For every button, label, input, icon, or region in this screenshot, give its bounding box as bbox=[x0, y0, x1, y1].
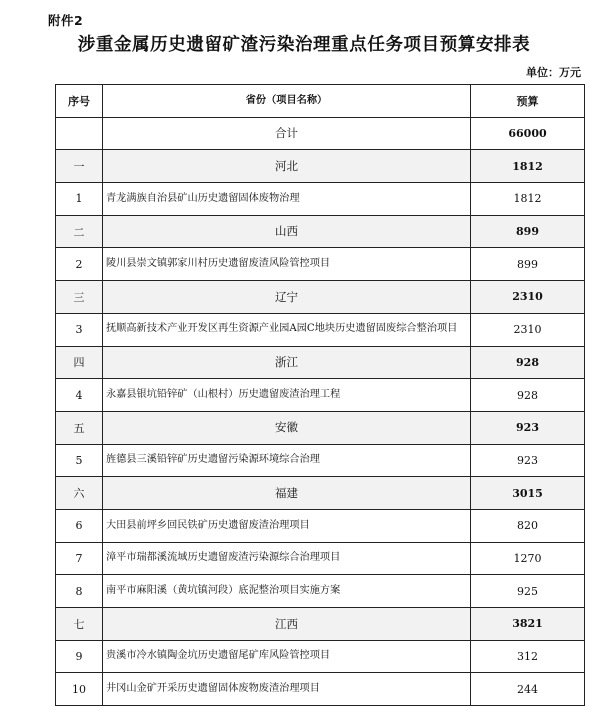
province-row bbox=[56, 411, 585, 444]
project-name-cell: 抚顺高新技术产业开发区再生资源产业园A园C地块历史遗留固废综合整治项目 bbox=[103, 313, 471, 346]
budget-table bbox=[55, 84, 585, 706]
province-name-cell: 河北 bbox=[103, 150, 471, 183]
row-budget-cell: 899 bbox=[471, 215, 585, 248]
project-row bbox=[56, 575, 585, 608]
province-row bbox=[56, 281, 585, 314]
row-seq-cell: 七 bbox=[56, 608, 103, 641]
row-budget-cell: 1812 bbox=[471, 183, 585, 216]
province-name-cell: 辽宁 bbox=[103, 281, 471, 314]
province-name-cell: 安徽 bbox=[103, 411, 471, 444]
row-budget-cell: 3015 bbox=[471, 477, 585, 510]
project-row bbox=[56, 640, 585, 673]
row-seq-cell: 9 bbox=[56, 640, 103, 673]
attachment-label: 附件2 bbox=[48, 13, 84, 28]
total-row bbox=[56, 117, 585, 150]
project-name-cell: 旌德县三溪铅锌矿历史遗留污染源环境综合治理 bbox=[103, 444, 471, 477]
province-name-cell: 福建 bbox=[103, 477, 471, 510]
row-seq-cell: 五 bbox=[56, 411, 103, 444]
row-seq-cell: 三 bbox=[56, 281, 103, 314]
row-budget-cell: 923 bbox=[471, 444, 585, 477]
province-name-cell: 浙江 bbox=[103, 346, 471, 379]
row-seq-cell: 5 bbox=[56, 444, 103, 477]
column-header-seq: 序号 bbox=[56, 85, 103, 118]
row-seq-cell: 4 bbox=[56, 379, 103, 412]
project-row bbox=[56, 313, 585, 346]
project-name-cell: 井冈山金矿开采历史遗留固体废物废渣治理项目 bbox=[103, 673, 471, 706]
row-budget-cell: 1812 bbox=[471, 150, 585, 183]
total-seq-cell bbox=[56, 117, 103, 150]
project-name-cell: 漳平市瑞都溪流域历史遗留废渣污染源综合治理项目 bbox=[103, 542, 471, 575]
column-header-name: 省份（项目名称） bbox=[103, 85, 471, 118]
project-row bbox=[56, 444, 585, 477]
document-title: 涉重金属历史遗留矿渣污染治理重点任务项目预算安排表 bbox=[77, 35, 531, 55]
table-header-row bbox=[56, 85, 585, 118]
row-budget-cell: 2310 bbox=[471, 313, 585, 346]
row-budget-cell: 925 bbox=[471, 575, 585, 608]
province-name-cell: 山西 bbox=[103, 215, 471, 248]
unit-label: 单位：万元 bbox=[526, 66, 581, 79]
total-budget: 66000 bbox=[471, 117, 585, 150]
row-budget-cell: 928 bbox=[471, 346, 585, 379]
row-seq-cell: 四 bbox=[56, 346, 103, 379]
province-row bbox=[56, 608, 585, 641]
project-row bbox=[56, 248, 585, 281]
province-name-cell: 江西 bbox=[103, 608, 471, 641]
row-budget-cell: 923 bbox=[471, 411, 585, 444]
row-seq-cell: 六 bbox=[56, 477, 103, 510]
row-budget-cell: 899 bbox=[471, 248, 585, 281]
province-row bbox=[56, 150, 585, 183]
project-name-cell: 陵川县崇文镇郭家川村历史遗留废渣风险管控项目 bbox=[103, 248, 471, 281]
project-name-cell: 青龙满族自治县矿山历史遗留固体废物治理 bbox=[103, 183, 471, 216]
column-header-budget: 预算 bbox=[471, 85, 585, 118]
province-row bbox=[56, 215, 585, 248]
row-seq-cell: 10 bbox=[56, 673, 103, 706]
province-row bbox=[56, 346, 585, 379]
row-seq-cell: 1 bbox=[56, 183, 103, 216]
row-budget-cell: 244 bbox=[471, 673, 585, 706]
project-row bbox=[56, 542, 585, 575]
row-seq-cell: 二 bbox=[56, 215, 103, 248]
project-row bbox=[56, 509, 585, 542]
project-name-cell: 永嘉县银坑铅锌矿（山根村）历史遗留废渣治理工程 bbox=[103, 379, 471, 412]
total-label: 合计 bbox=[103, 117, 471, 150]
province-row bbox=[56, 477, 585, 510]
row-budget-cell: 2310 bbox=[471, 281, 585, 314]
row-seq-cell: 3 bbox=[56, 313, 103, 346]
row-budget-cell: 3821 bbox=[471, 608, 585, 641]
row-seq-cell: 8 bbox=[56, 575, 103, 608]
row-seq-cell: 一 bbox=[56, 150, 103, 183]
project-row bbox=[56, 379, 585, 412]
row-budget-cell: 928 bbox=[471, 379, 585, 412]
project-name-cell: 大田县前坪乡回民铁矿历史遗留废渣治理项目 bbox=[103, 509, 471, 542]
row-budget-cell: 820 bbox=[471, 509, 585, 542]
project-name-cell: 南平市麻阳溪（黄坑镇河段）底泥整治项目实施方案 bbox=[103, 575, 471, 608]
project-row bbox=[56, 673, 585, 706]
row-budget-cell: 1270 bbox=[471, 542, 585, 575]
row-budget-cell: 312 bbox=[471, 640, 585, 673]
row-seq-cell: 7 bbox=[56, 542, 103, 575]
project-row bbox=[56, 183, 585, 216]
row-seq-cell: 6 bbox=[56, 509, 103, 542]
project-name-cell: 贵溪市冷水镇陶金坑历史遗留尾矿库风险管控项目 bbox=[103, 640, 471, 673]
row-seq-cell: 2 bbox=[56, 248, 103, 281]
